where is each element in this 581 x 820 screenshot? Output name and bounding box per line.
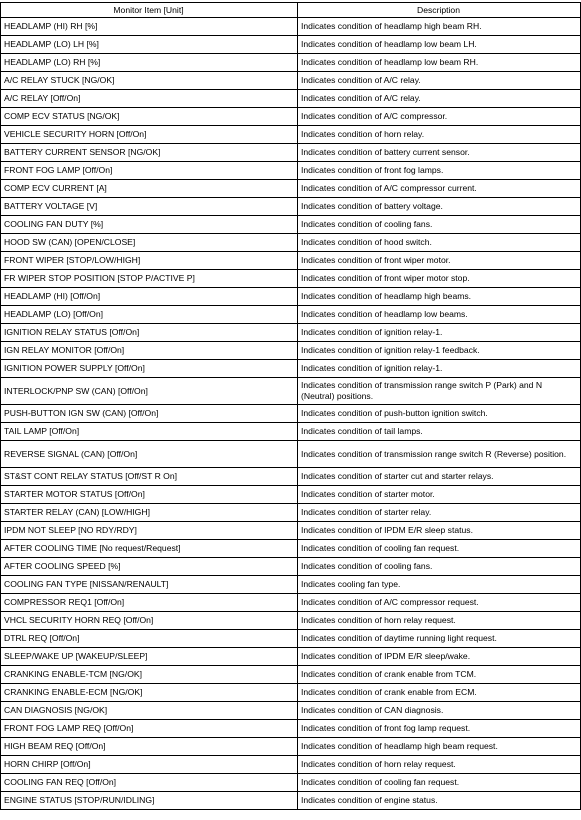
description-cell: Indicates condition of front wiper motor. xyxy=(298,252,581,270)
description-cell: Indicates condition of cooling fan request. xyxy=(298,774,581,792)
monitor-item-cell: HEADLAMP (LO) [Off/On] xyxy=(1,306,298,324)
table-row xyxy=(1,486,581,504)
monitor-item-cell: COMP ECV CURRENT [A] xyxy=(1,180,298,198)
description-cell: Indicates condition of horn relay. xyxy=(298,126,581,144)
table-row xyxy=(1,441,581,468)
monitor-item-cell: IGNITION POWER SUPPLY [Off/On] xyxy=(1,360,298,378)
monitor-item-cell: HEADLAMP (HI) RH [%] xyxy=(1,18,298,36)
table-row xyxy=(1,684,581,702)
description-cell: Indicates condition of crank enable from TCM. xyxy=(298,666,581,684)
table-row xyxy=(1,792,581,810)
table-row xyxy=(1,342,581,360)
table-row xyxy=(1,108,581,126)
table-row xyxy=(1,162,581,180)
table-row xyxy=(1,423,581,441)
table-row xyxy=(1,774,581,792)
monitor-item-cell: CRANKING ENABLE-ECM [NG/OK] xyxy=(1,684,298,702)
description-cell: Indicates condition of ignition relay-1. xyxy=(298,360,581,378)
table-row xyxy=(1,144,581,162)
header-monitor-item: Monitor Item [Unit] xyxy=(1,3,298,18)
description-cell: Indicates condition of engine status. xyxy=(298,792,581,810)
description-cell: Indicates condition of IPDM E/R sleep status. xyxy=(298,522,581,540)
table-row xyxy=(1,522,581,540)
description-cell: Indicates condition of front fog lamps. xyxy=(298,162,581,180)
description-cell: Indicates condition of battery voltage. xyxy=(298,198,581,216)
monitor-item-cell: HIGH BEAM REQ [Off/On] xyxy=(1,738,298,756)
table-row xyxy=(1,738,581,756)
description-cell: Indicates condition of transmission range switch R (Reverse) position. xyxy=(298,441,581,468)
table-row xyxy=(1,594,581,612)
table-row xyxy=(1,504,581,522)
table-row xyxy=(1,405,581,423)
monitor-item-cell: DTRL REQ [Off/On] xyxy=(1,630,298,648)
description-cell: Indicates condition of cooling fans. xyxy=(298,216,581,234)
table-row xyxy=(1,216,581,234)
monitor-item-cell: VEHICLE SECURITY HORN [Off/On] xyxy=(1,126,298,144)
monitor-item-cell: FRONT FOG LAMP [Off/On] xyxy=(1,162,298,180)
description-cell: Indicates condition of starter cut and starter relays. xyxy=(298,468,581,486)
table-row xyxy=(1,198,581,216)
monitor-item-cell: HOOD SW (CAN) [OPEN/CLOSE] xyxy=(1,234,298,252)
table-row xyxy=(1,234,581,252)
monitor-item-cell: STARTER MOTOR STATUS [Off/On] xyxy=(1,486,298,504)
table-row xyxy=(1,648,581,666)
table-row xyxy=(1,72,581,90)
monitor-item-cell: BATTERY VOLTAGE [V] xyxy=(1,198,298,216)
table-row xyxy=(1,54,581,72)
table-row xyxy=(1,288,581,306)
table-row xyxy=(1,558,581,576)
table-row xyxy=(1,90,581,108)
monitor-item-cell: ENGINE STATUS [STOP/RUN/IDLING] xyxy=(1,792,298,810)
monitor-item-cell: PUSH-BUTTON IGN SW (CAN) [Off/On] xyxy=(1,405,298,423)
monitor-item-cell: HORN CHIRP [Off/On] xyxy=(1,756,298,774)
monitor-item-cell: AFTER COOLING SPEED [%] xyxy=(1,558,298,576)
description-cell: Indicates condition of ignition relay-1. xyxy=(298,324,581,342)
table-row xyxy=(1,18,581,36)
table-row xyxy=(1,702,581,720)
description-cell: Indicates cooling fan type. xyxy=(298,576,581,594)
table-row xyxy=(1,180,581,198)
description-cell: Indicates condition of headlamp low beams. xyxy=(298,306,581,324)
monitor-item-cell: REVERSE SIGNAL (CAN) [Off/On] xyxy=(1,441,298,468)
monitor-item-cell: COMPRESSOR REQ1 [Off/On] xyxy=(1,594,298,612)
monitor-item-cell: VHCL SECURITY HORN REQ [Off/On] xyxy=(1,612,298,630)
description-cell: Indicates condition of crank enable from ECM. xyxy=(298,684,581,702)
monitor-item-cell: A/C RELAY [Off/On] xyxy=(1,90,298,108)
monitor-item-cell: INTERLOCK/PNP SW (CAN) [Off/On] xyxy=(1,378,298,405)
description-cell: Indicates condition of starter motor. xyxy=(298,486,581,504)
monitor-item-cell: HEADLAMP (LO) LH [%] xyxy=(1,36,298,54)
description-cell: Indicates condition of CAN diagnosis. xyxy=(298,702,581,720)
monitor-item-cell: HEADLAMP (LO) RH [%] xyxy=(1,54,298,72)
monitor-item-cell: CAN DIAGNOSIS [NG/OK] xyxy=(1,702,298,720)
table-row xyxy=(1,324,581,342)
table-row xyxy=(1,576,581,594)
description-cell: Indicates condition of hood switch. xyxy=(298,234,581,252)
monitor-item-cell: IGN RELAY MONITOR [Off/On] xyxy=(1,342,298,360)
description-cell: Indicates condition of push-button ignition switch. xyxy=(298,405,581,423)
monitor-item-cell: CRANKING ENABLE-TCM [NG/OK] xyxy=(1,666,298,684)
monitor-item-cell: STARTER RELAY (CAN) [LOW/HIGH] xyxy=(1,504,298,522)
table-row xyxy=(1,378,581,405)
table-row xyxy=(1,270,581,288)
table-header-row xyxy=(1,3,581,18)
monitor-item-table xyxy=(0,2,581,810)
description-cell: Indicates condition of headlamp low beam LH. xyxy=(298,36,581,54)
description-cell: Indicates condition of IPDM E/R sleep/wake. xyxy=(298,648,581,666)
description-cell: Indicates condition of tail lamps. xyxy=(298,423,581,441)
description-cell: Indicates condition of transmission range switch P (Park) and N (Neutral) positions. xyxy=(298,378,581,405)
monitor-item-cell: TAIL LAMP [Off/On] xyxy=(1,423,298,441)
description-cell: Indicates condition of headlamp high beams. xyxy=(298,288,581,306)
table-row xyxy=(1,36,581,54)
monitor-item-cell: SLEEP/WAKE UP [WAKEUP/SLEEP] xyxy=(1,648,298,666)
monitor-item-cell: IPDM NOT SLEEP [NO RDY/RDY] xyxy=(1,522,298,540)
monitor-item-cell: COMP ECV STATUS [NG/OK] xyxy=(1,108,298,126)
monitor-item-cell: HEADLAMP (HI) [Off/On] xyxy=(1,288,298,306)
monitor-item-cell: IGNITION RELAY STATUS [Off/On] xyxy=(1,324,298,342)
monitor-item-cell: AFTER COOLING TIME [No request/Request] xyxy=(1,540,298,558)
monitor-item-cell: COOLING FAN REQ [Off/On] xyxy=(1,774,298,792)
table-row xyxy=(1,612,581,630)
description-cell: Indicates condition of A/C compressor request. xyxy=(298,594,581,612)
monitor-item-cell: FRONT WIPER [STOP/LOW/HIGH] xyxy=(1,252,298,270)
table-row xyxy=(1,720,581,738)
table-row xyxy=(1,306,581,324)
monitor-item-cell: FR WIPER STOP POSITION [STOP P/ACTIVE P] xyxy=(1,270,298,288)
description-cell: Indicates condition of cooling fans. xyxy=(298,558,581,576)
description-cell: Indicates condition of front fog lamp request. xyxy=(298,720,581,738)
description-cell: Indicates condition of front wiper motor stop. xyxy=(298,270,581,288)
description-cell: Indicates condition of daytime running light request. xyxy=(298,630,581,648)
description-cell: Indicates condition of A/C relay. xyxy=(298,72,581,90)
description-cell: Indicates condition of horn relay request. xyxy=(298,756,581,774)
description-cell: Indicates condition of headlamp low beam RH. xyxy=(298,54,581,72)
table-row xyxy=(1,756,581,774)
table-row xyxy=(1,360,581,378)
description-cell: Indicates condition of headlamp high beam RH. xyxy=(298,18,581,36)
monitor-item-cell: ST&ST CONT RELAY STATUS [Off/ST R On] xyxy=(1,468,298,486)
description-cell: Indicates condition of ignition relay-1 feedback. xyxy=(298,342,581,360)
table-row xyxy=(1,630,581,648)
table-row xyxy=(1,126,581,144)
description-cell: Indicates condition of cooling fan request. xyxy=(298,540,581,558)
header-description: Description xyxy=(298,3,581,18)
description-cell: Indicates condition of A/C compressor. xyxy=(298,108,581,126)
description-cell: Indicates condition of starter relay. xyxy=(298,504,581,522)
description-cell: Indicates condition of horn relay request. xyxy=(298,612,581,630)
description-cell: Indicates condition of A/C compressor current. xyxy=(298,180,581,198)
table-body xyxy=(1,18,581,810)
table-row xyxy=(1,252,581,270)
table-row xyxy=(1,468,581,486)
description-cell: Indicates condition of battery current sensor. xyxy=(298,144,581,162)
description-cell: Indicates condition of headlamp high beam request. xyxy=(298,738,581,756)
monitor-item-cell: COOLING FAN DUTY [%] xyxy=(1,216,298,234)
monitor-item-cell: FRONT FOG LAMP REQ [Off/On] xyxy=(1,720,298,738)
description-cell: Indicates condition of A/C relay. xyxy=(298,90,581,108)
table-row xyxy=(1,540,581,558)
monitor-item-cell: BATTERY CURRENT SENSOR [NG/OK] xyxy=(1,144,298,162)
table-row xyxy=(1,666,581,684)
monitor-item-cell: A/C RELAY STUCK [NG/OK] xyxy=(1,72,298,90)
monitor-item-cell: COOLING FAN TYPE [NISSAN/RENAULT] xyxy=(1,576,298,594)
